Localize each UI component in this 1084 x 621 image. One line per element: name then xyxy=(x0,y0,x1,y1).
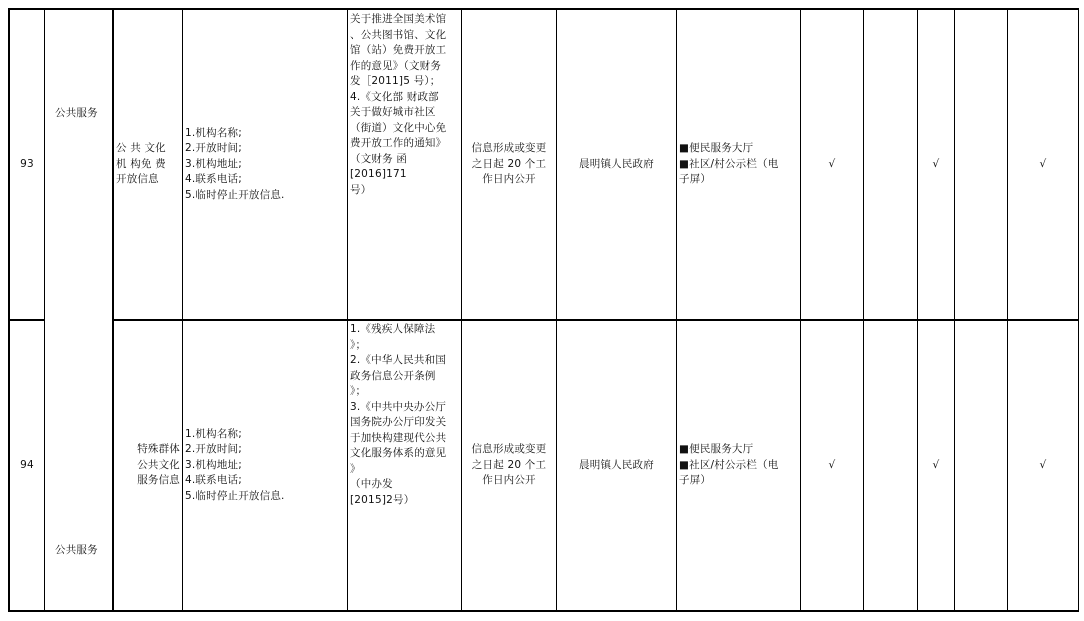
row-number: 94 xyxy=(20,458,34,471)
check-cell xyxy=(1008,321,1078,610)
item-name-cell xyxy=(116,321,180,610)
subject-text: 晨明镇人民政府 xyxy=(579,157,654,170)
check-cell xyxy=(918,10,954,319)
check-cell xyxy=(918,321,954,610)
channel-text: ■便民服务大厅 ■社区/村公示栏（电 子屏） xyxy=(679,443,779,487)
content-list: 1.机构名称; 2.开放时间; 3.机构地址; 4.联系电话; 5.临时停止开放信息. xyxy=(185,126,285,201)
basis-text: 1.《残疾人保障法 》； 2.《中华人民共和国 政务信息公开条例 》； 3.《中共中央办公厅 国务院办公厅印发关 于加快构建现代公共 文化服务体系的意见 》 （中办发 [2015]2号） xyxy=(350,323,447,506)
col-divider xyxy=(676,8,677,612)
col-divider xyxy=(182,8,183,612)
col-divider xyxy=(954,8,955,612)
channel-cell xyxy=(679,10,799,319)
item-name-cell xyxy=(116,10,180,319)
row-number-cell xyxy=(10,10,44,319)
check-cell xyxy=(801,10,863,319)
content-list: 1.机构名称; 2.开放时间; 3.机构地址; 4.联系电话; 5.临时停止开放信息. xyxy=(185,427,285,502)
timing-cell xyxy=(462,321,556,610)
timing-text: 信息形成或变更 之日起 20 个工 作日内公开 xyxy=(471,142,547,186)
content-cell xyxy=(185,10,345,319)
check-mark: √ xyxy=(1039,157,1047,170)
channel-cell xyxy=(679,321,799,610)
subject-text: 晨明镇人民政府 xyxy=(579,458,654,471)
timing-cell xyxy=(462,10,556,319)
subject-cell xyxy=(557,321,676,610)
check-cell xyxy=(1008,10,1078,319)
basis-text: 关于推进全国美术馆 、公共图书馆、文化 馆（站）免费开放工 作的意见》（文财务 发［2011]5 号）； 4.《文化部 财政部 关于做好城市社区 （街道）文化中心免 费开放工作的通知》 （文财务 函 [2016]171 号） xyxy=(350,13,447,196)
check-mark: √ xyxy=(932,458,940,471)
item-name: 公 共 文化 机 构免 费 开放信息 xyxy=(116,142,166,186)
check-mark: √ xyxy=(932,157,940,170)
category-label: 公共服务 xyxy=(55,544,98,556)
check-mark: √ xyxy=(828,157,836,170)
row-number: 93 xyxy=(20,157,34,170)
check-mark: √ xyxy=(1039,458,1047,471)
check-mark: √ xyxy=(828,458,836,471)
table-border-bottom xyxy=(8,610,1079,612)
timing-text: 信息形成或变更 之日起 20 个工 作日内公开 xyxy=(471,443,547,487)
table-border-category xyxy=(112,8,114,612)
channel-text: ■便民服务大厅 ■社区/村公示栏（电 子屏） xyxy=(679,142,779,186)
item-name: 特殊群体 公共文化 服务信息 xyxy=(137,443,180,487)
category-label: 公共服务 xyxy=(55,107,98,119)
col-divider xyxy=(863,8,864,612)
col-divider xyxy=(44,8,45,612)
content-cell xyxy=(185,321,345,610)
col-divider xyxy=(347,8,348,612)
table-border-right xyxy=(1078,8,1079,612)
row-number-cell xyxy=(10,321,44,610)
subject-cell xyxy=(557,10,676,319)
check-cell xyxy=(801,321,863,610)
